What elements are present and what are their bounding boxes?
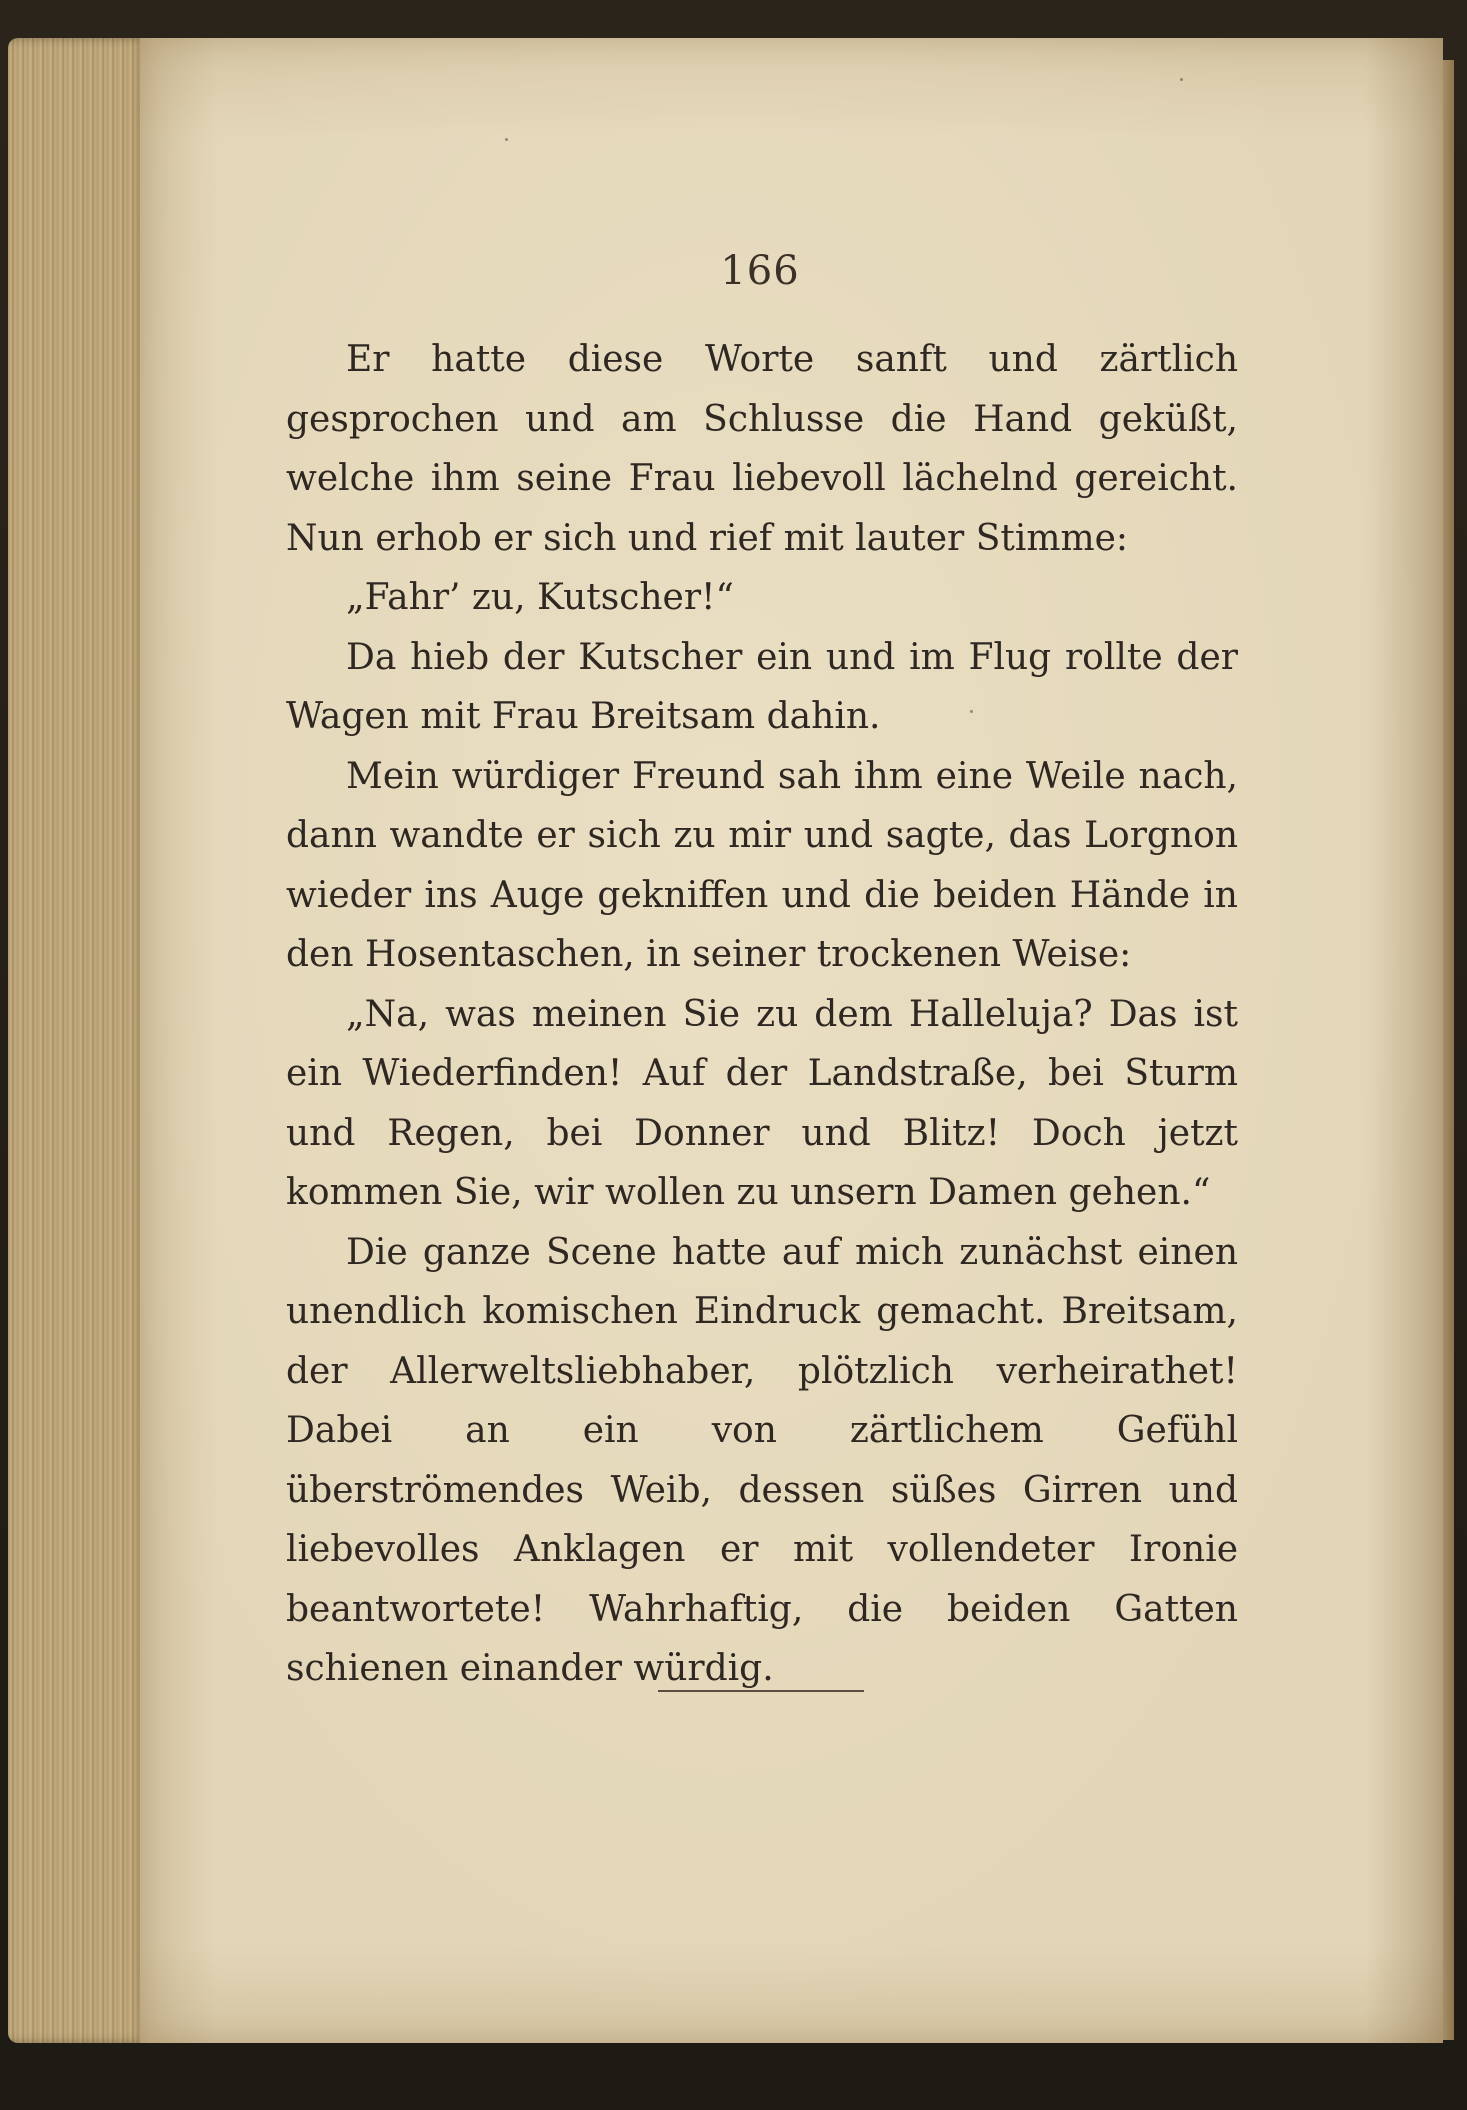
paragraph: Die ganze Scene hatte auf mich zunächst einen unendlich komischen Eindruck gemacht. Breitsam, der Allerweltsliebhaber, plötzlich verheirathet! Dabei an ein von zärtlichem Gefühl überströmendes Weib, dessen süßes Girren und liebevolles Anklagen er mit vollendeter Ironie beantwortete! Wahrhaftig, die beiden Gatten schienen einander würdig. [286, 1231, 1238, 1689]
page-number: 166 [720, 248, 800, 294]
page-stack-edge [8, 38, 148, 2043]
paragraph: Mein würdiger Freund sah ihm eine Weile nach, dann wandte er sich zu mir und sagte, das Lorgnon wieder ins Auge gekniffen und die beiden Hände in den Hosentaschen, in seiner trockenen Weise: [286, 755, 1238, 975]
paragraph: „Fahr’ zu, Kutscher!“ [346, 577, 734, 618]
paragraph: Er hatte diese Worte sanft und zärtlich gesprochen und am Schlusse die Hand geküßt, welche ihm seine Frau liebevoll lächelnd gereicht. Nun erhob er sich und rief mit lauter Stimme: [286, 339, 1238, 559]
body-text [286, 330, 1238, 1699]
paper-speck [1180, 78, 1183, 81]
paragraph: „Na, was meinen Sie zu dem Halleluja? Das ist ein Wiederfinden! Auf der Landstraße, bei Sturm und Regen, bei Donner und Blitz! Doch jetzt kommen Sie, wir wollen zu unsern Damen gehen.“ [286, 993, 1238, 1213]
paragraph: Da hieb der Kutscher ein und im Flug rollte der Wagen mit Frau Breitsam dahin. [286, 636, 1238, 737]
section-divider [658, 1690, 864, 1692]
paper-speck [505, 138, 508, 141]
